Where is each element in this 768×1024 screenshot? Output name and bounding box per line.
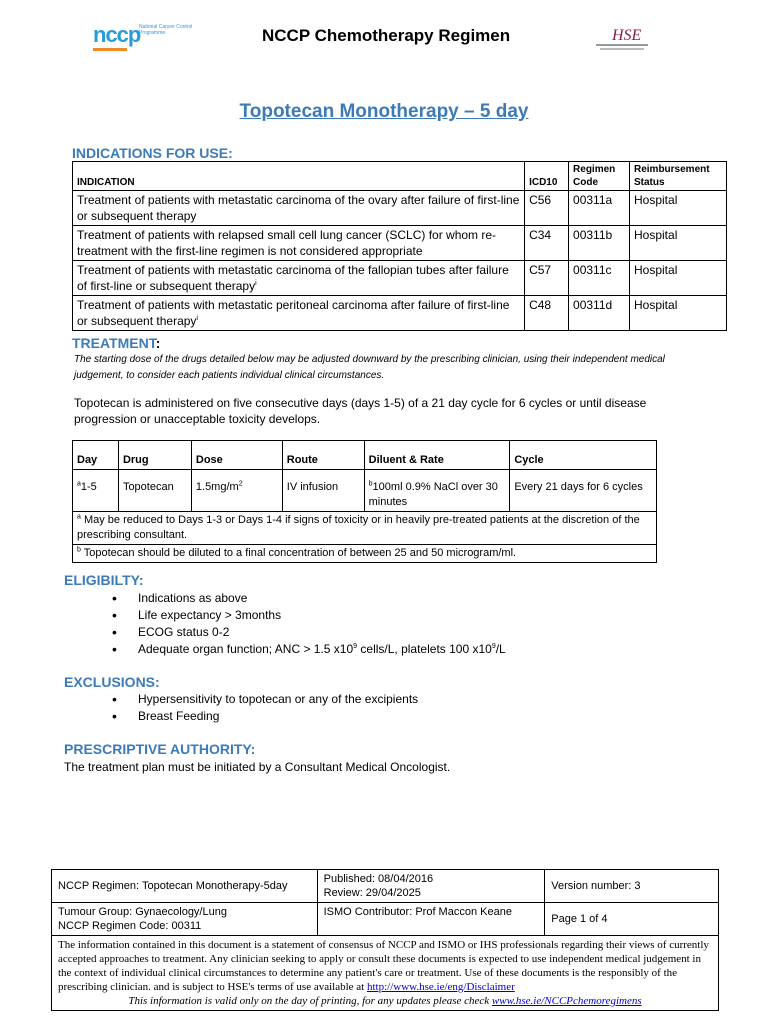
indication-text: Treatment of patients with relapsed small cell lung cancer (SCLC) for whom re-treatment with the first-line regimen is not considered appropriate (73, 226, 525, 261)
indication-text: Treatment of patients with metastatic carcinoma of the ovary after failure of first-line or subsequent therapy (73, 191, 525, 226)
table-row (73, 296, 727, 331)
diluent-cell (364, 470, 510, 512)
hse-logo (592, 22, 652, 54)
cycle-value: Every 21 days for 6 cycles (510, 470, 657, 512)
nccp-logo-bar (93, 48, 127, 51)
table-row (73, 470, 657, 512)
indication-cell (73, 296, 525, 331)
table-header-row (73, 162, 727, 191)
regimens-link[interactable]: www.hse.ie/NCCPchemoregimens (491, 995, 642, 1007)
footnote-ref: b (368, 480, 373, 488)
organ-function-text: cells/L, platelets 100 x10 (357, 642, 492, 656)
treatment-heading-colon: : (155, 335, 161, 351)
icd-code: C48 (525, 296, 569, 331)
endnote-ref: i (196, 315, 198, 322)
footnote-a-text: May be reduced to Days 1-3 or Days 1-4 if signs of toxicity or in heavily pre-treated patients at the discretion of the prescribing consultant. (77, 514, 640, 541)
treatment-note: The starting dose of the drugs detailed below may be adjusted downward by the prescribing clinician, using their independent medical judgement, to consider each patients individual clinical circumstances. (74, 354, 665, 381)
footnote-b-text: Topotecan should be diluted to a final concentration of between 25 and 50 microgram/ml. (80, 547, 517, 559)
list-item: • Breast Feeding (112, 708, 418, 725)
col-dose: Dose (191, 441, 282, 470)
footer-dates (317, 870, 545, 903)
footer-regimen: NCCP Regimen: Topotecan Monotherapy-5day (52, 870, 318, 903)
dose-exponent: 2 (238, 480, 243, 488)
col-icd10: ICD10 (525, 162, 569, 191)
indication-text: Treatment of patients with metastatic carcinoma of the fallopian tubes after failure of first-line or subsequent therapy (77, 263, 509, 293)
day-value: 1-5 (80, 481, 97, 493)
drug-table (72, 440, 657, 563)
footnote-row (73, 545, 657, 563)
diluent-value: 100ml 0.9% NaCl over 30 minutes (368, 481, 498, 508)
col-drug: Drug (118, 441, 191, 470)
authority-heading: PRESCRIPTIVE AUTHORITY: (64, 741, 256, 757)
footnote-ref: a (77, 480, 81, 488)
dose-value: 1.5mg/m (195, 481, 239, 493)
review-date: Review: 29/04/2025 (323, 887, 421, 899)
footnote-b-marker: b (77, 546, 81, 554)
eligibility-list (112, 590, 506, 658)
indication-cell (73, 261, 525, 296)
reimbursement-status: Hospital (630, 261, 727, 296)
col-indication: INDICATION (73, 162, 525, 191)
dose-cell (191, 470, 282, 512)
table-row (73, 226, 727, 261)
regimen-code: 00311b (569, 226, 630, 261)
organ-function-text: Adequate organ function; ANC > 1.5 x10 (138, 642, 354, 656)
col-day: Day (73, 441, 119, 470)
regimen-title: Topotecan Monotherapy – 5 day (239, 101, 529, 122)
hse-logo-icon (592, 22, 652, 54)
regimen-code: NCCP Regimen Code: 00311 (58, 920, 202, 932)
authority-text: The treatment plan must be initiated by a Consultant Medical Oncologist. (64, 760, 451, 774)
icd-code: C57 (525, 261, 569, 296)
regimen-code: 00311d (569, 296, 630, 331)
reimbursement-status: Hospital (630, 296, 727, 331)
validity-line (58, 994, 712, 1008)
route-value: IV infusion (282, 470, 364, 512)
validity-text: This information is valid only on the day of printing, for any updates please check (128, 995, 492, 1007)
table-row (73, 191, 727, 226)
treatment-heading (72, 335, 160, 351)
list-item: • Hypersensitivity to topotecan or any of the excipients (112, 691, 418, 708)
footnote-a-marker: a (77, 513, 81, 521)
footnote-a (73, 512, 657, 545)
list-item: • Indications as above (112, 590, 506, 607)
tumour-group: Tumour Group: Gynaecology/Lung (58, 906, 227, 918)
footnote-b (73, 545, 657, 563)
disclaimer-link[interactable]: http://www.hse.ie/eng/Disclaimer (366, 981, 515, 993)
nccp-logo-subtitle: National Cancer Control Programme (139, 24, 193, 36)
table-row (73, 261, 727, 296)
ismo-contributor: ISMO Contributor: Prof Maccon Keane (317, 903, 545, 936)
list-item: • Life expectancy > 3months (112, 607, 506, 624)
footer-table (51, 869, 719, 1011)
page-number: Page 1 of 4 (545, 903, 719, 936)
footnote-row (73, 512, 657, 545)
icd-code: C56 (525, 191, 569, 226)
exclusions-heading: EXCLUSIONS: (64, 674, 160, 690)
exponent: 9 (491, 643, 496, 650)
organ-function-text: /L (495, 642, 506, 656)
treatment-description: Topotecan is administered on five consecutive days (days 1-5) of a 21 day cycle for 6 cycles or until disease progression or unacceptable toxicity develops. (74, 396, 647, 426)
col-cycle: Cycle (510, 441, 657, 470)
nccp-logo-mark: nccp (93, 22, 141, 47)
treatment-heading-text: TREATMENT (72, 335, 156, 351)
indications-table (72, 161, 727, 331)
drug-value: Topotecan (118, 470, 191, 512)
exponent: 9 (353, 643, 358, 650)
icd-code: C34 (525, 226, 569, 261)
indications-heading: INDICATIONS FOR USE: (72, 145, 233, 161)
regimen-code: 00311c (569, 261, 630, 296)
col-diluent: Diluent & Rate (364, 441, 510, 470)
footer-row (52, 903, 719, 936)
eligibility-heading: ELIGIBILTY: (64, 572, 144, 588)
col-reimbursement: Reimbursement Status (630, 162, 727, 191)
svg-text:HSE: HSE (612, 27, 642, 44)
reimbursement-status: Hospital (630, 191, 727, 226)
reimbursement-status: Hospital (630, 226, 727, 261)
col-regimen-code: Regimen Code (569, 162, 630, 191)
indication-text: Treatment of patients with metastatic peritoneal carcinoma after failure of first-line or subsequent therapy (77, 298, 510, 328)
table-header-row (73, 441, 657, 470)
regimen-code: 00311a (569, 191, 630, 226)
footer-tumour (52, 903, 318, 936)
col-route: Route (282, 441, 364, 470)
exclusions-list (112, 691, 418, 725)
disclaimer-text: The information contained in this document is a statement of consensus of NCCP and ISMO or IHS professionals regarding their views of currently accepted approaches to treatment. Any clinician seeking to apply or consult these documents is expected to use independent medical judgement in the context of individual clinical circumstances to determine any patient's care or treatment. Use of these documents is the responsibly of the prescribing clinician. and is subject to HSE's terms of use available at (58, 939, 709, 993)
endnote-ref: i (255, 280, 257, 287)
nccp-logo (93, 22, 193, 54)
list-item (112, 641, 506, 658)
list-item: • ECOG status 0-2 (112, 624, 506, 641)
footer-row (52, 870, 719, 903)
day-cell (73, 470, 119, 512)
version-number: Version number: 3 (545, 870, 719, 903)
published-date: Published: 08/04/2016 (323, 873, 434, 885)
footer-row (52, 936, 719, 1011)
disclaimer-cell (52, 936, 719, 1011)
document-title: NCCP Chemotherapy Regimen (262, 26, 511, 45)
